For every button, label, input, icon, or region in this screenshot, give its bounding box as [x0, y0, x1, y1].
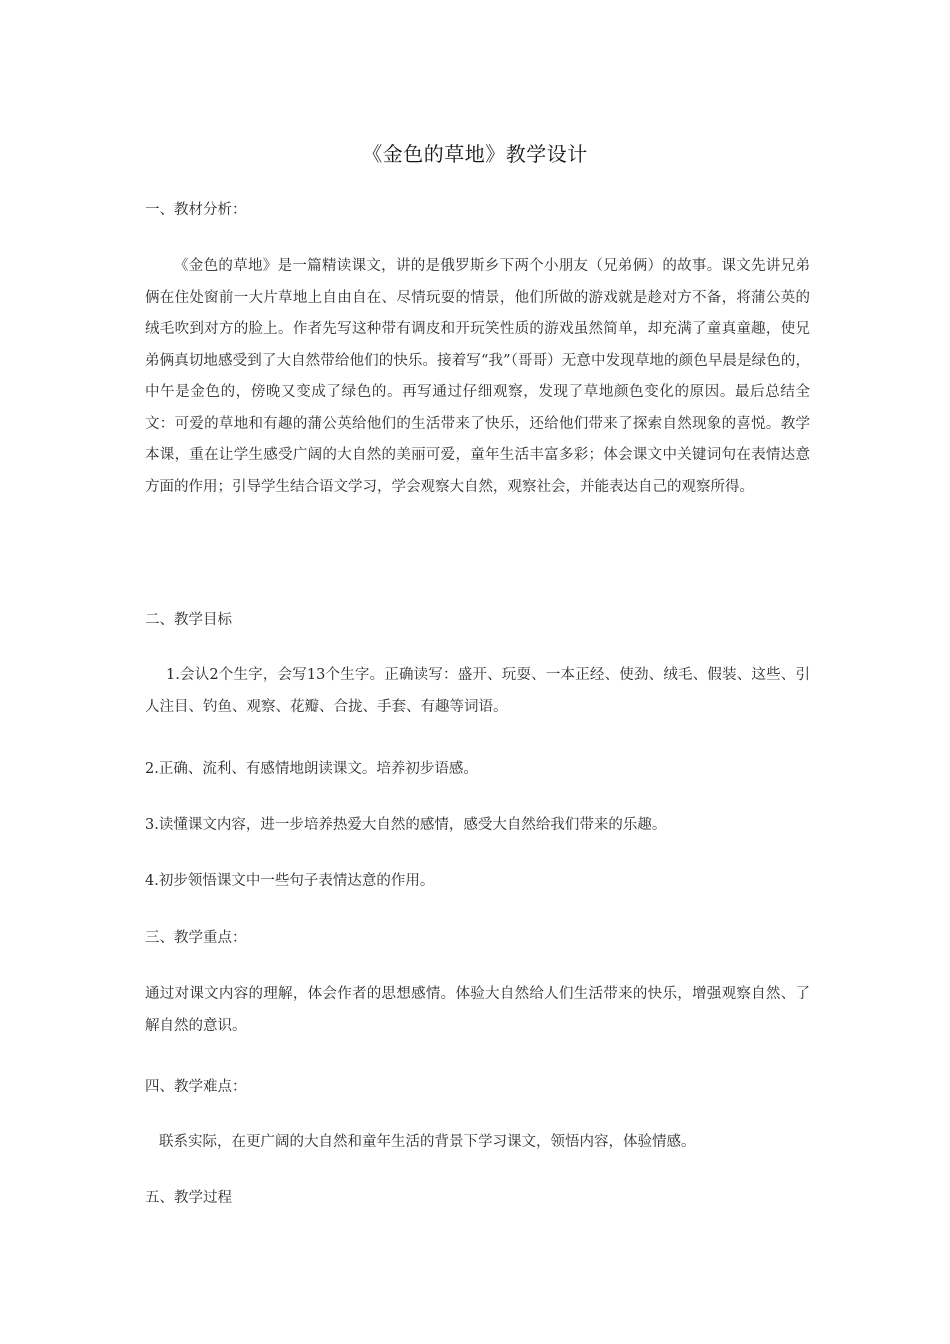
analysis-paragraph: 《金色的草地》是一篇精读课文，讲的是俄罗斯乡下两个小朋友（兄弟俩）的故事。课文先讲兄弟俩在住处窗前一大片草地上自由自在、尽情玩耍的情景，他们所做的游戏就是趁对方不备，将蒲公英的绒毛吹到对方的脸上。作者先写这种带有调皮和开玩笑性质的游戏虽然简单，却充满了童真童趣，使兄弟俩真切地感受到了大自然带给他们的快乐。接着写“我”（哥哥）无意中发现草地的颜色早晨是绿色的，中午是金色的，傍晚又变成了绿色的。再写通过仔细观察，发现了草地颜色变化的原因。最后总结全文：可爱的草地和有趣的蒲公英给他们的生活带来了快乐，还给他们带来了探索自然现象的喜悦。教学本课，重在让学生感受广阔的大自然的美丽可爱，童年生活丰富多彩；体会课文中关键词句在表情达意方面的作用；引导学生结合语文学习，学会观察大自然，观察社会，并能表达自己的观察所得。	[145, 258, 810, 495]
goal-item-4: 4.初步领悟课文中一些句子表情达意的作用。	[145, 873, 435, 889]
key-points-paragraph: 通过对课文内容的理解，体会作者的思想感情。体验大自然给人们生活带来的快乐，增强观察自然、了解自然的意识。	[145, 986, 810, 1034]
goal-item-2: 2.正确、流利、有感情地朗读课文。培养初步语感。	[145, 761, 478, 777]
section-heading-process: 五、教学过程	[145, 1190, 232, 1206]
section-heading-key-points: 三、教学重点：	[145, 930, 247, 946]
goal-item-1: 1.会认2个生字，会写13个生字。正确读写：盛开、玩耍、一本正经、使劲、绒毛、假装、这些、引人注目、钓鱼、观察、花瓣、合拢、手套、有趣等词语。	[145, 667, 810, 715]
difficulties-paragraph: 联系实际，在更广阔的大自然和童年生活的背景下学习课文，领悟内容，体验情感。	[159, 1134, 696, 1150]
section-heading-analysis: 一、教材分析：	[145, 202, 247, 218]
goal-item-3: 3.读懂课文内容，进一步培养热爱大自然的感情，感受大自然给我们带来的乐趣。	[145, 817, 667, 833]
document-title: 《金色的草地》教学设计	[362, 142, 588, 166]
section-heading-difficulties: 四、教学难点：	[145, 1079, 247, 1095]
section-heading-goals: 二、教学目标	[145, 612, 232, 628]
